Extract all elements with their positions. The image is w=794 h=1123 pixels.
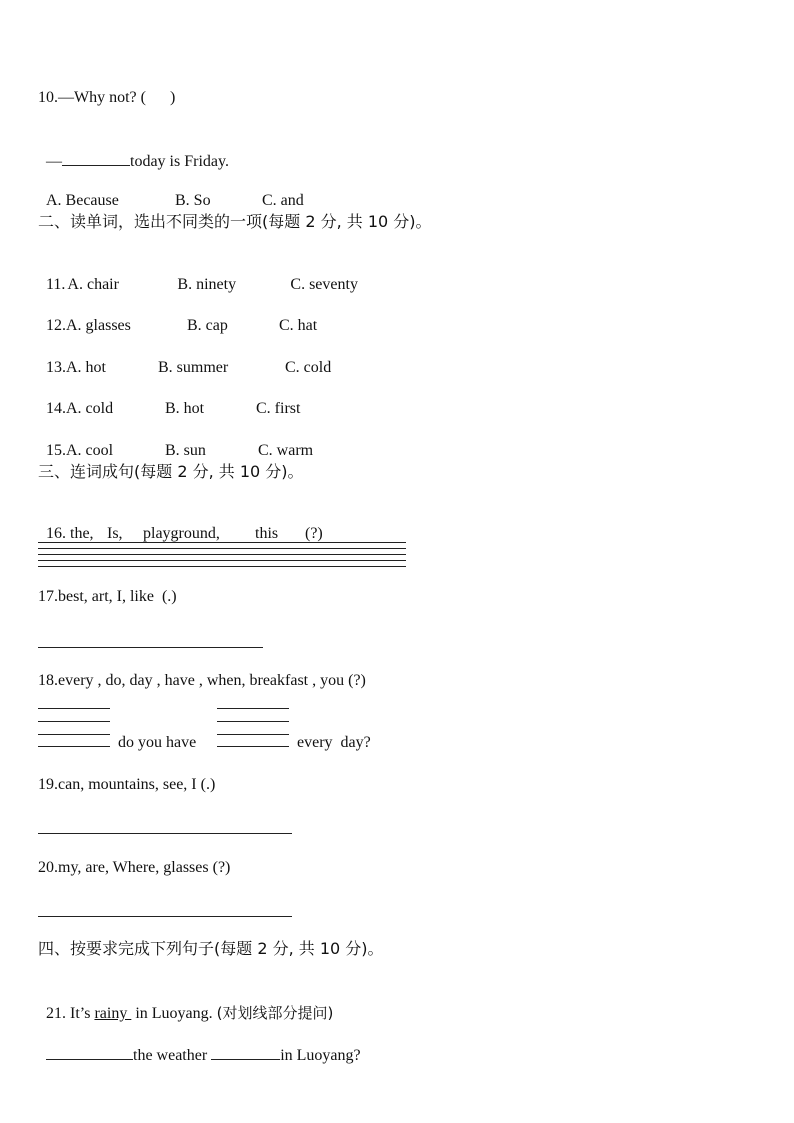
q16-word-5: (?) [305, 525, 323, 542]
q15-option-a: A. cool [66, 442, 114, 459]
q18-end-text: every day? [297, 734, 371, 751]
q18-blank-1-line-4 [38, 746, 110, 747]
q13-option-c: C. cold [285, 359, 332, 376]
q16-word-2: Is, [107, 525, 123, 542]
section3-title: 三、连词成句(每题 2 分, 共 10 分)。 [38, 462, 304, 481]
section4-title: 四、按要求完成下列句子(每题 2 分, 共 10 分)。 [38, 939, 384, 958]
q18-blank-1-line-2 [38, 721, 110, 722]
q16 [38, 504, 323, 544]
q12 [38, 296, 317, 336]
q10-option-a: A. Because [46, 192, 119, 209]
q11-option-c: C. seventy [290, 276, 358, 293]
q11-option-a: A. chair [67, 276, 119, 293]
q21-blank-2[interactable] [211, 1044, 280, 1060]
q10-after: today is Friday. [130, 153, 229, 170]
q16-word-1: the, [70, 525, 94, 542]
q18-blank-1-line-3 [38, 734, 110, 735]
q11-option-b: B. ninety [177, 276, 237, 293]
q12-option-b: B. cap [187, 317, 228, 334]
q15-option-c: C. warm [258, 442, 314, 459]
q21-pre: 21. It’s [46, 1005, 95, 1022]
q21-post: in Luoyang. [131, 1005, 217, 1022]
q13-option-b: B. summer [158, 359, 229, 376]
q20-answer-line[interactable] [38, 916, 292, 917]
q10-option-c: C. and [262, 192, 304, 209]
q21-blank-1[interactable] [46, 1044, 133, 1060]
section2-title: 二、读单词，选出不同类的一项(每题 2 分, 共 10 分)。 [38, 212, 432, 231]
q12-option-a: A. glasses [66, 317, 131, 334]
q16-line-4 [38, 560, 406, 561]
q16-line-1 [38, 542, 406, 543]
q13-option-a: A. hot [66, 359, 106, 376]
q10-options [38, 171, 304, 211]
q19-answer-line[interactable] [38, 833, 292, 834]
q21-sentence [38, 983, 333, 1024]
q11-num: 11. [46, 276, 66, 293]
q14 [38, 379, 300, 419]
q10-question: 10.—Why not? ( ) [38, 89, 176, 106]
q16-line-2 [38, 548, 406, 549]
q15 [38, 421, 313, 461]
q18-words: 18.every , do, day , have , when, breakfast , you (?) [38, 672, 366, 689]
q14-num: 14. [46, 400, 66, 417]
q10-option-b: B. So [175, 192, 211, 209]
q21-end: in Luoyang? [280, 1047, 361, 1064]
q18-blank-2-line-4 [217, 746, 289, 747]
q16-word-4: this [255, 525, 279, 542]
q13 [38, 338, 331, 378]
q17-answer-line[interactable] [38, 647, 263, 648]
q21-mid: the weather [133, 1047, 212, 1064]
q14-option-b: B. hot [165, 400, 205, 417]
q13-num: 13. [46, 359, 66, 376]
q18-blank-2-line-1 [217, 708, 289, 709]
q21-note: (对划线部分提问) [216, 1004, 334, 1022]
q18-blank-2-line-3 [217, 734, 289, 735]
q18-blank-2-line-2 [217, 721, 289, 722]
q12-option-c: C. hat [279, 317, 318, 334]
q10-answer-line [38, 130, 229, 172]
q14-option-a: A. cold [66, 400, 114, 417]
q15-option-b: B. sun [165, 442, 206, 459]
q19-words: 19.can, mountains, see, I (.) [38, 776, 216, 793]
q16-line-3 [38, 554, 406, 555]
q12-num: 12. [46, 317, 66, 334]
q21-underlined-word: rainy [94, 1005, 132, 1022]
q10-blank[interactable] [62, 150, 130, 166]
q18-blank-1-line-1 [38, 708, 110, 709]
q10-dash: — [46, 153, 62, 170]
q15-num: 15. [46, 442, 66, 459]
q20-words: 20.my, are, Where, glasses (?) [38, 859, 231, 876]
q16-num: 16. [46, 525, 66, 542]
q17-words: 17.best, art, I, like (.) [38, 588, 177, 605]
q16-line-5 [38, 566, 406, 567]
q18-middle-text: do you have [118, 734, 197, 751]
q14-option-c: C. first [256, 400, 301, 417]
q16-word-3: playground, [143, 525, 220, 542]
q21-answer-line [38, 1024, 361, 1066]
q11 [38, 255, 358, 295]
